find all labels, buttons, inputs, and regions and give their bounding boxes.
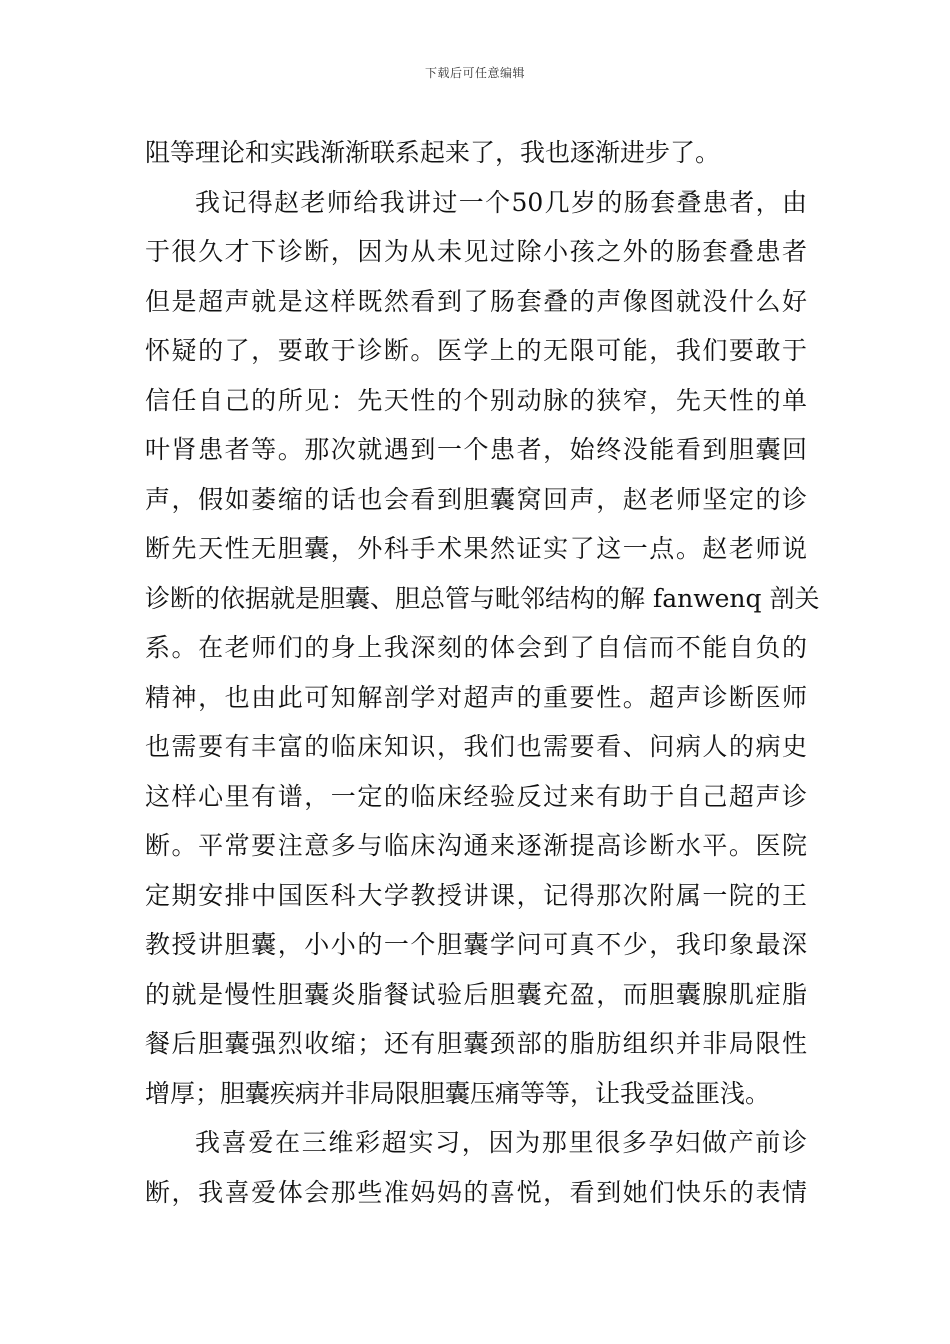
text-line: 怀疑的了，要敢于诊断。医学上的无限可能，我们要敢于 — [145, 336, 807, 365]
text-line: 的就是慢性胆囊炎脂餐试验后胆囊充盈，而胆囊腺肌症脂 — [145, 979, 807, 1009]
body-text — [145, 128, 820, 1217]
page-header: 下载后可任意编辑 — [424, 66, 525, 80]
text-line: 增厚；胆囊疾病并非局限胆囊压痛等等，让我受益匪浅。 — [145, 1078, 771, 1108]
text-line: 教授讲胆囊，小小的一个胆囊学问可真不少，我印象最深 — [145, 930, 807, 959]
text-line: 但是超声就是这样既然看到了肠套叠的声像图就没什么好 — [145, 286, 807, 316]
text-line: 声，假如萎缩的话也会看到胆囊窝回声，赵老师坚定的诊 — [145, 484, 807, 514]
text-line: 断先天性无胆囊，外科手术果然证实了这一点。赵老师说 — [145, 534, 807, 563]
text-line: 这样心里有谱，一定的临床经验反过来有助于自己超声诊 — [145, 781, 807, 811]
text-line: 阻等理论和实践渐渐联系起来了，我也逐渐进步了。 — [145, 138, 721, 167]
text-line: 我喜爱在三维彩超实习，因为那里很多孕妇做产前诊 — [195, 1128, 807, 1157]
text-line: 餐后胆囊强烈收缩；还有胆囊颈部的脂肪组织并非局限性 — [145, 1029, 807, 1058]
text-line: 系。在老师们的身上我深刻的体会到了自信而不能自负的 — [145, 633, 807, 662]
text-line: 断。平常要注意多与临床沟通来逐渐提高诊断水平。医院 — [145, 831, 807, 860]
text-line: 断，我喜爱体会那些准妈妈的喜悦，看到她们快乐的表情 — [145, 1177, 807, 1207]
text-line: 我记得赵老师给我讲过一个50几岁的肠套叠患者，由 — [195, 187, 807, 217]
text-line: 叶肾患者等。那次就遇到一个患者，始终没能看到胆囊回 — [145, 435, 807, 464]
text-line: 精神，也由此可知解剖学对超声的重要性。超声诊断医师 — [145, 682, 807, 712]
text-line: 信任自己的所见：先天性的个别动脉的狭窄，先天性的单 — [145, 385, 807, 415]
text-line: 诊断的依据就是胆囊、胆总管与毗邻结构的解 fanwenq 剖关 — [145, 583, 820, 613]
text-line: 也需要有丰富的临床知识，我们也需要看、问病人的病史 — [145, 732, 807, 761]
text-line: 定期安排中国医科大学教授讲课，记得那次附属一院的王 — [145, 880, 807, 910]
text-line: 于很久才下诊断，因为从未见过除小孩之外的肠套叠患者 — [145, 237, 807, 266]
